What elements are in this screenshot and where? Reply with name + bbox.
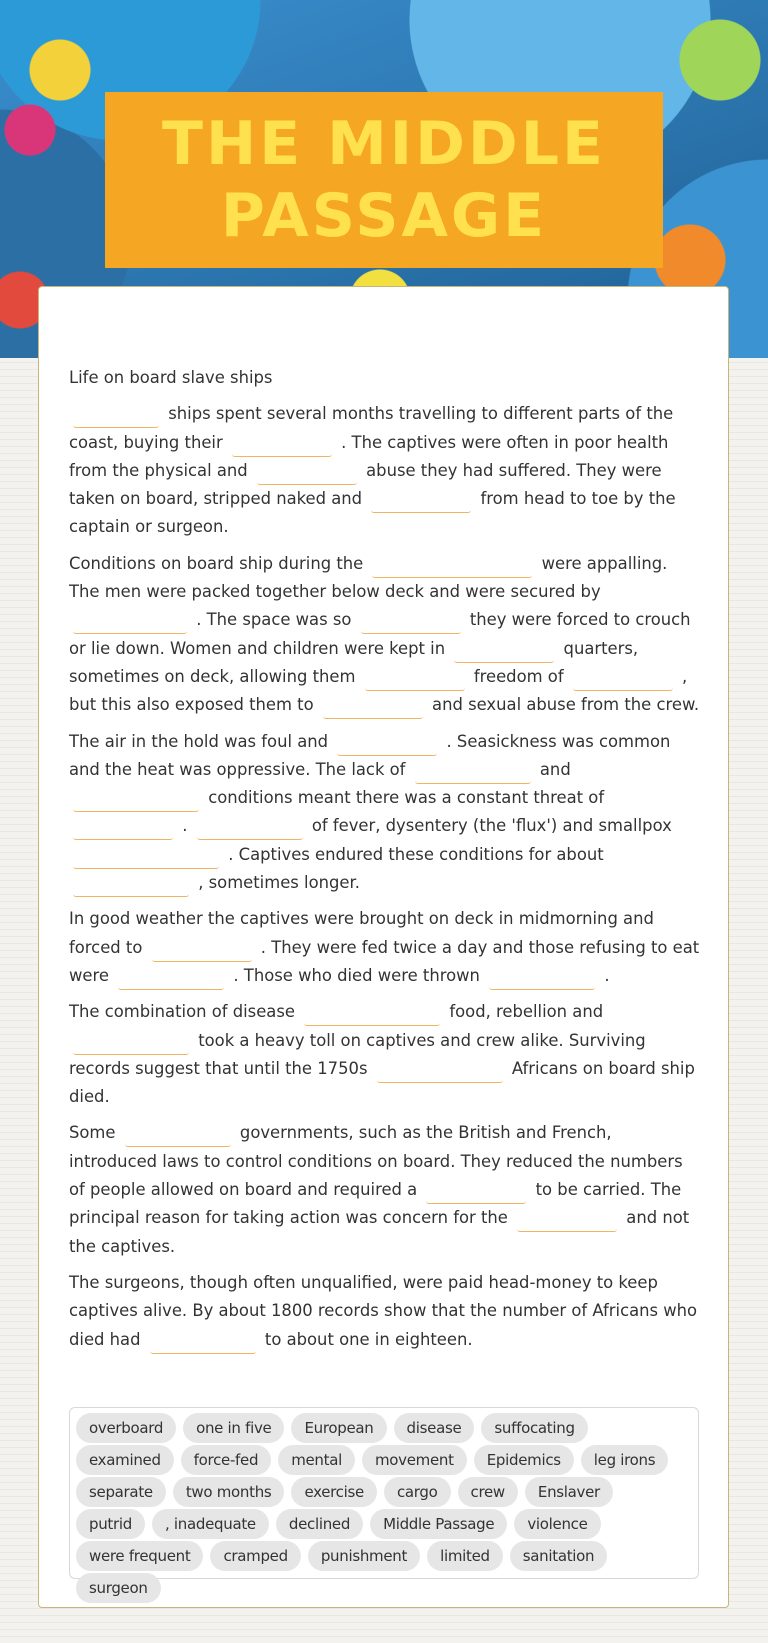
word-chip[interactable]: one in five bbox=[183, 1413, 284, 1443]
paragraph-text: quarters, sometimes on deck, allowing them bbox=[69, 638, 639, 686]
word-chip[interactable]: declined bbox=[276, 1509, 363, 1539]
paragraph-text: . The captives were often in poor health from the physical and bbox=[69, 432, 669, 480]
word-chip[interactable]: putrid bbox=[76, 1509, 145, 1539]
paragraph-text: , sometimes longer. bbox=[193, 873, 360, 893]
word-chip[interactable]: cramped bbox=[210, 1541, 300, 1571]
blank-drop-zone[interactable] bbox=[489, 969, 595, 990]
paragraph-text: . They were fed twice a day and those refusing to eat were bbox=[69, 937, 700, 985]
paragraph-text: were appalling. The men were packed together below deck and were secured by bbox=[69, 553, 668, 602]
word-chip[interactable]: violence bbox=[514, 1509, 600, 1539]
word-chip[interactable]: overboard bbox=[76, 1413, 176, 1443]
word-chip[interactable]: crew bbox=[458, 1477, 518, 1507]
word-chip[interactable]: cargo bbox=[384, 1477, 451, 1507]
paragraph-text: . bbox=[599, 965, 610, 985]
blank-drop-zone[interactable] bbox=[415, 763, 531, 784]
paragraph-text: of fever, dysentery (the 'flux') and smallpox bbox=[306, 816, 672, 836]
blank-drop-zone[interactable] bbox=[517, 1211, 617, 1232]
word-chip[interactable]: two months bbox=[173, 1477, 285, 1507]
blank-drop-zone[interactable] bbox=[73, 791, 199, 812]
blank-drop-zone[interactable] bbox=[118, 969, 224, 990]
page-title: THE MIDDLE PASSAGE bbox=[162, 109, 606, 251]
intro-line: Life on board slave ships bbox=[69, 368, 273, 387]
word-chip[interactable]: examined bbox=[76, 1445, 174, 1475]
blank-drop-zone[interactable] bbox=[361, 613, 461, 634]
paragraph bbox=[69, 1119, 703, 1260]
paragraphs bbox=[69, 400, 703, 1354]
blank-drop-zone[interactable] bbox=[232, 436, 332, 457]
blank-drop-zone[interactable] bbox=[152, 941, 252, 962]
blank-drop-zone[interactable] bbox=[73, 613, 187, 634]
word-chip[interactable]: were frequent bbox=[76, 1541, 203, 1571]
word-chip[interactable]: sanitation bbox=[510, 1541, 608, 1571]
paragraph-text: The air in the hold was foul and bbox=[69, 731, 334, 751]
blank-drop-zone[interactable] bbox=[371, 492, 471, 513]
title-banner bbox=[105, 92, 663, 268]
blank-drop-zone[interactable] bbox=[73, 1034, 189, 1055]
word-chip[interactable]: force-fed bbox=[181, 1445, 272, 1475]
paragraph-text: The surgeons, though often unqualified, were paid head-money to keep captives alive. By about 1800 records show that the number of Africans who died had bbox=[69, 1272, 698, 1349]
word-chip[interactable]: mental bbox=[278, 1445, 355, 1475]
word-chip[interactable]: European bbox=[291, 1413, 386, 1443]
paragraph-text: , but this also exposed them to bbox=[69, 666, 688, 715]
paragraph-text: and bbox=[534, 759, 571, 779]
paragraph bbox=[69, 1269, 703, 1354]
blank-drop-zone[interactable] bbox=[73, 848, 219, 869]
paragraph-text: ships spent several months travelling to different parts of the coast, buying their bbox=[69, 404, 674, 452]
blank-drop-zone[interactable] bbox=[372, 557, 532, 578]
paragraph-text: . Seasickness was common and the heat was oppressive. The lack of bbox=[69, 731, 671, 779]
blank-drop-zone[interactable] bbox=[304, 1005, 440, 1026]
paragraph-text: In good weather the captives were brought on deck in midmorning and forced to bbox=[69, 909, 654, 957]
blank-drop-zone[interactable] bbox=[150, 1333, 256, 1354]
paragraph-text: . bbox=[177, 816, 193, 836]
blank-drop-zone[interactable] bbox=[197, 819, 303, 840]
word-chip[interactable]: Epidemics bbox=[474, 1445, 574, 1475]
blank-drop-zone[interactable] bbox=[426, 1183, 526, 1204]
worksheet-content bbox=[69, 364, 703, 1362]
paragraph-text: from head to toe by the captain or surgeon. bbox=[69, 489, 676, 537]
paragraph-text: . Those who died were thrown bbox=[228, 965, 486, 985]
paragraph-text: governments, such as the British and French, introduced laws to control conditions on board. They reduced the numbers of people allowed on board and required a bbox=[69, 1123, 683, 1200]
word-chip[interactable]: punishment bbox=[308, 1541, 420, 1571]
blank-drop-zone[interactable] bbox=[125, 1126, 231, 1147]
word-chip[interactable]: separate bbox=[76, 1477, 166, 1507]
paragraph bbox=[69, 728, 703, 898]
paragraph-text: Some bbox=[69, 1123, 121, 1143]
paragraph bbox=[69, 550, 703, 720]
word-chip[interactable]: , inadequate bbox=[152, 1509, 269, 1539]
blank-drop-zone[interactable] bbox=[454, 642, 554, 663]
paragraph-text: to be carried. The principal reason for taking action was concern for the bbox=[69, 1180, 682, 1228]
paragraph bbox=[69, 400, 703, 541]
blank-drop-zone[interactable] bbox=[257, 464, 357, 485]
paragraph bbox=[69, 905, 703, 990]
word-chip[interactable]: movement bbox=[362, 1445, 467, 1475]
paragraph-text: and sexual abuse from the crew. bbox=[426, 695, 700, 715]
blank-drop-zone[interactable] bbox=[323, 698, 423, 719]
paragraph-text: freedom of bbox=[468, 666, 569, 686]
word-chip[interactable]: Middle Passage bbox=[370, 1509, 507, 1539]
paragraph bbox=[69, 998, 703, 1111]
word-chip[interactable]: surgeon bbox=[76, 1573, 161, 1603]
word-chip[interactable]: limited bbox=[427, 1541, 503, 1571]
blank-drop-zone[interactable] bbox=[73, 876, 189, 897]
blank-drop-zone[interactable] bbox=[573, 670, 673, 691]
paragraph-text: The combination of disease bbox=[69, 1002, 301, 1022]
paragraph-text: to about one in eighteen. bbox=[259, 1329, 473, 1349]
paragraph-text: took a heavy toll on captives and crew alike. Surviving records suggest that until the 1750s bbox=[69, 1030, 646, 1078]
paragraph-text: Africans on board ship died. bbox=[69, 1058, 695, 1107]
blank-drop-zone[interactable] bbox=[73, 407, 159, 428]
word-chip[interactable]: leg irons bbox=[581, 1445, 669, 1475]
word-chip[interactable]: Enslaver bbox=[525, 1477, 613, 1507]
word-chip[interactable]: suffocating bbox=[481, 1413, 587, 1443]
paragraph-text: Conditions on board ship during the bbox=[69, 553, 369, 573]
paragraph-text: . The space was so bbox=[191, 610, 357, 630]
word-chip[interactable]: exercise bbox=[291, 1477, 377, 1507]
paragraph-text: and not the captives. bbox=[69, 1208, 690, 1256]
paragraph-text: abuse they had suffered. They were taken on board, stripped naked and bbox=[69, 460, 662, 509]
word-chip[interactable]: disease bbox=[394, 1413, 475, 1443]
blank-drop-zone[interactable] bbox=[73, 819, 173, 840]
paragraph-text: food, rebellion and bbox=[444, 1002, 604, 1022]
paragraph-text: they were forced to crouch or lie down. Women and children were kept in bbox=[69, 610, 691, 658]
blank-drop-zone[interactable] bbox=[337, 735, 437, 756]
paragraph-text: conditions meant there was a constant threat of bbox=[203, 788, 605, 808]
word-bank bbox=[69, 1407, 699, 1597]
blank-drop-zone[interactable] bbox=[377, 1062, 503, 1083]
blank-drop-zone[interactable] bbox=[365, 670, 465, 691]
paragraph-text: . Captives endured these conditions for about bbox=[223, 844, 604, 864]
